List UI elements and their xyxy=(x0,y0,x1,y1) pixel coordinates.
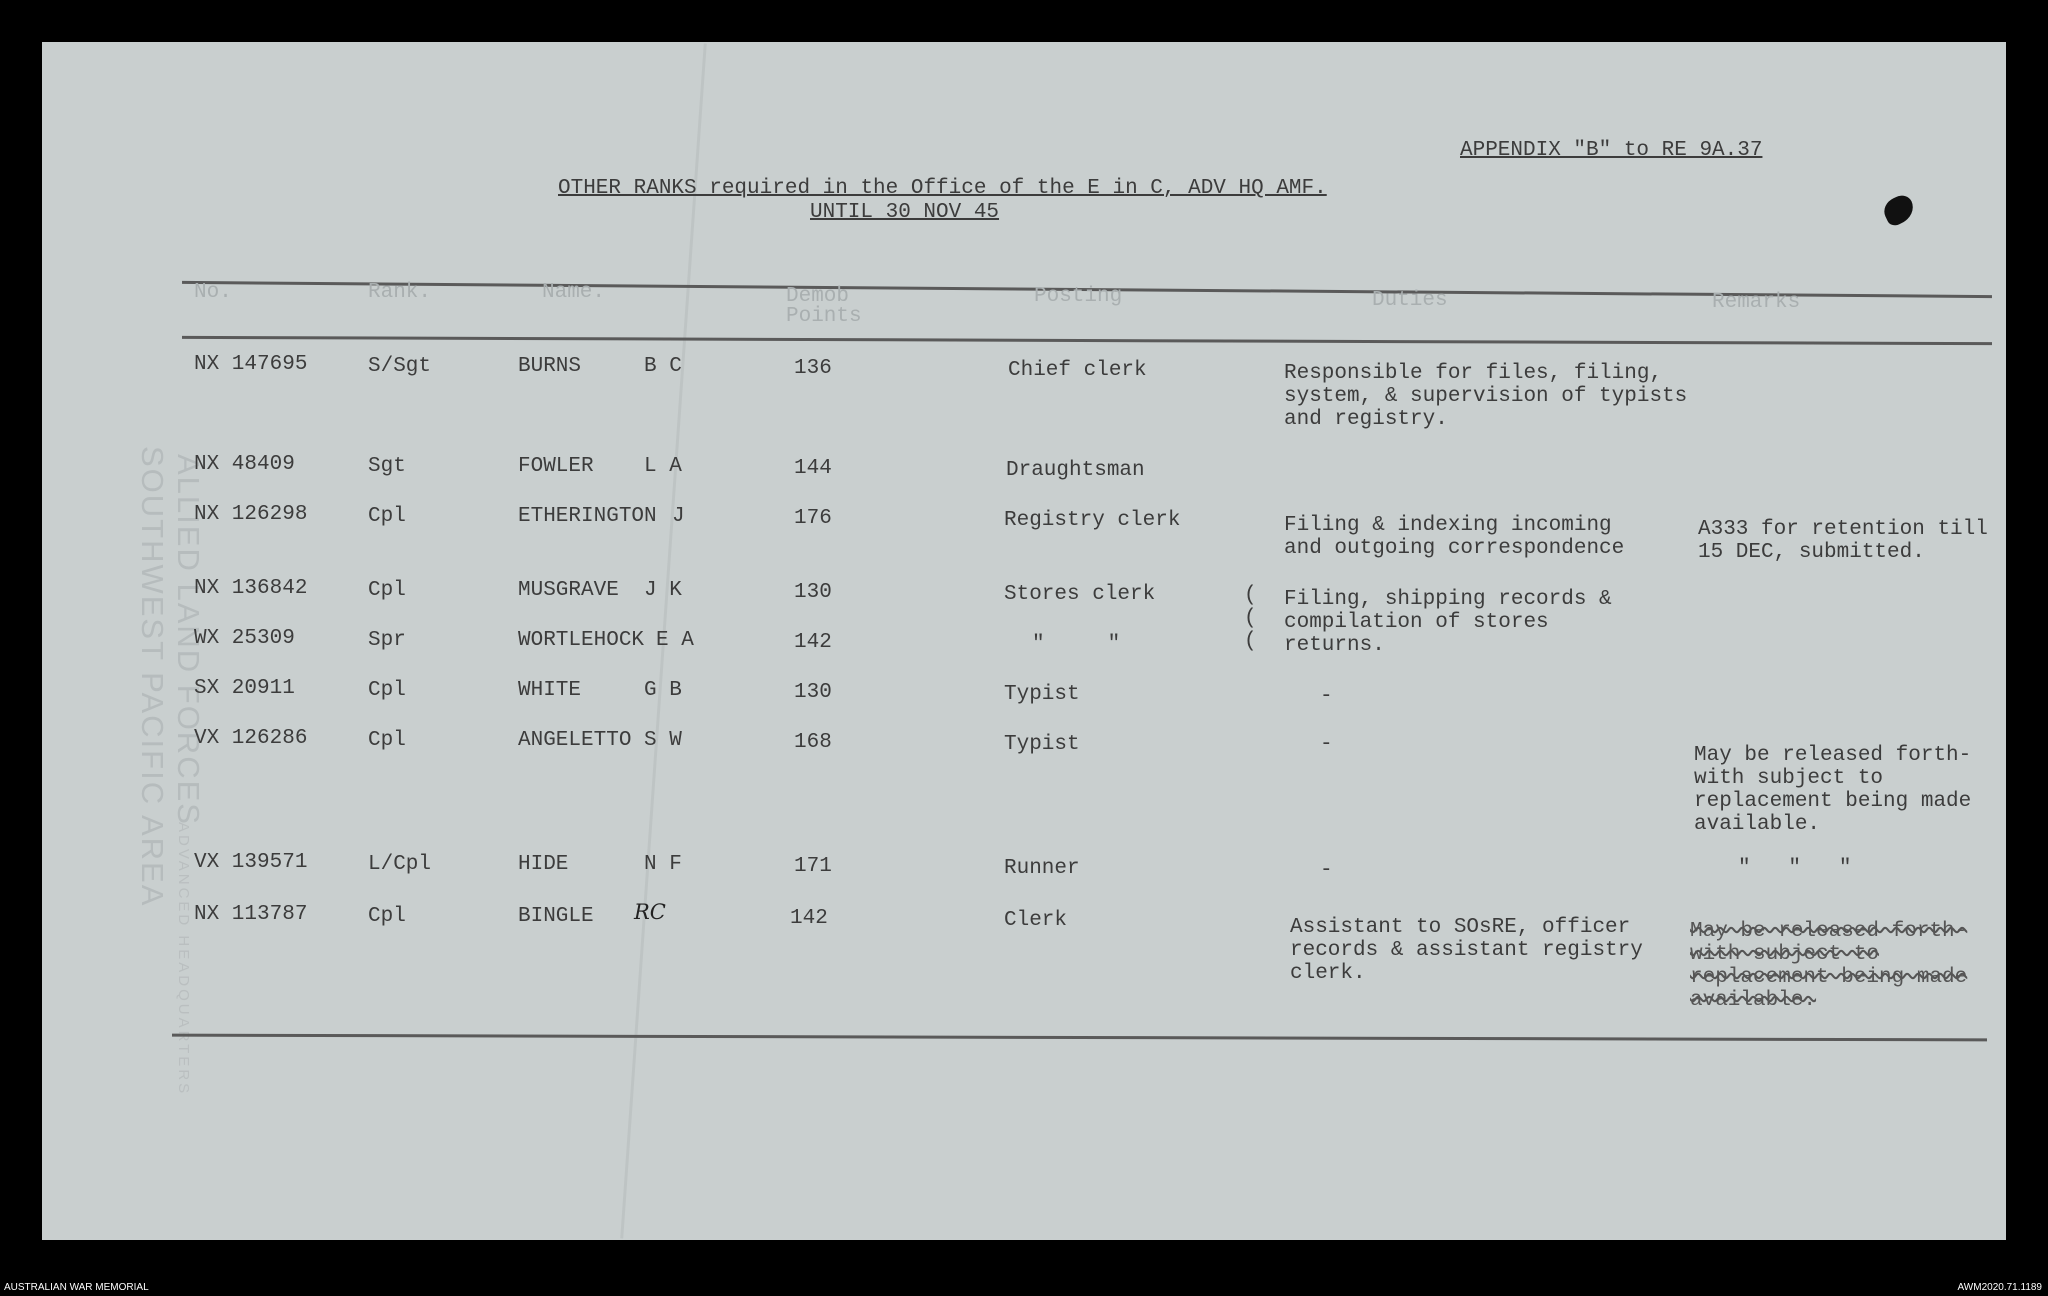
stamp-line-2: SOUTHWEST PACIFIC AREA xyxy=(135,446,170,908)
table-cell-initials: L A xyxy=(644,455,682,478)
table-cell-points: 130 xyxy=(794,681,832,704)
table-cell-rank: L/Cpl xyxy=(368,853,432,876)
stamp-line-1: ALLIED LAND FORCES xyxy=(171,454,206,826)
table-cell-name: ETHERINGTON xyxy=(518,505,657,528)
table-cell-name: MUSGRAVE xyxy=(518,579,619,602)
table-cell-posting: " " xyxy=(1032,633,1121,656)
table-cell-duties: - xyxy=(1320,859,1333,882)
table-cell-remarks: A333 for retention till 15 DEC, submitted. xyxy=(1698,518,1988,564)
ink-blot xyxy=(1880,192,1918,228)
table-cell-initials: G B xyxy=(644,679,682,702)
table-cell-points: 144 xyxy=(794,457,832,480)
table-cell-points: 142 xyxy=(790,907,828,930)
table-cell-no: NX 136842 xyxy=(194,577,308,600)
table-cell-remarks: May be released forth-with subject to replacement being made available. xyxy=(1694,744,1972,836)
table-cell-rank: S/Sgt xyxy=(368,355,432,378)
table-cell-posting: Typist xyxy=(1004,683,1080,706)
table-cell-no: WX 25309 xyxy=(194,627,295,650)
table-cell-duties: Filing & indexing incoming and outgoing correspondence xyxy=(1284,514,1625,560)
table-bottom-rule xyxy=(172,1034,1987,1042)
footer-left: AUSTRALIAN WAR MEMORIAL xyxy=(4,1282,149,1293)
col-duties: Duties xyxy=(1372,289,1448,312)
table-cell-no: VX 126286 xyxy=(194,727,308,750)
table-cell-rank: Spr xyxy=(368,629,406,652)
table-cell-posting: Typist xyxy=(1004,733,1080,756)
table-cell-no: NX 147695 xyxy=(194,353,308,376)
col-name: Name. xyxy=(542,281,606,304)
appendix-ref: APPENDIX "B" to RE 9A.37 xyxy=(1460,139,1763,162)
table-cell-posting: Registry clerk xyxy=(1004,509,1181,532)
table-cell-duties: Assistant to SOsRE, officer records & assistant registry clerk. xyxy=(1290,916,1643,985)
table-cell-duties: Responsible for files, filing, system, & supervision of typists and registry. xyxy=(1284,362,1688,431)
table-cell-points: 142 xyxy=(794,631,832,654)
col-no: No. xyxy=(194,281,232,304)
table-cell-points: 130 xyxy=(794,581,832,604)
table-cell-no: SX 20911 xyxy=(194,677,295,700)
table-cell-no: VX 139571 xyxy=(194,851,308,874)
col-rank: Rank. xyxy=(368,281,432,304)
table-cell-rank: Cpl xyxy=(368,679,406,702)
table-cell-no: NX 48409 xyxy=(194,453,295,476)
col-posting: Posting xyxy=(1034,285,1123,308)
table-cell-initials: S W xyxy=(644,729,682,752)
table-cell-no: NX 113787 xyxy=(194,903,308,926)
table-cell-name: WHITE xyxy=(518,679,582,702)
table-cell-duties: Filing, shipping records & compilation of stores returns. xyxy=(1284,588,1612,657)
stamp-line-3: ADVANCED HEADQUARTERS xyxy=(175,822,192,1097)
table-cell-points: 171 xyxy=(794,855,832,878)
table-cell-points: 176 xyxy=(794,507,832,530)
table-cell-posting: Stores clerk xyxy=(1004,583,1156,606)
table-cell-no: NX 126298 xyxy=(194,503,308,526)
table-cell-rank: Cpl xyxy=(368,579,406,602)
table-cell-posting: Chief clerk xyxy=(1008,359,1147,382)
table-cell-rank: Cpl xyxy=(368,505,406,528)
table-cell-remarks: " " " xyxy=(1738,857,1852,880)
table-cell-rank: Sgt xyxy=(368,455,406,478)
table-cell-posting: Runner xyxy=(1004,857,1080,880)
table-cell-posting: Clerk xyxy=(1004,909,1068,932)
table-header-rule xyxy=(182,336,1992,345)
document-title: OTHER RANKS required in the Office of the E in C, ADV HQ AMF. xyxy=(558,177,1327,200)
table-cell-initials: B C xyxy=(644,355,682,378)
table-cell-name: FOWLER xyxy=(518,455,594,478)
col-remarks: Remarks xyxy=(1712,291,1801,314)
document-page xyxy=(42,42,2006,1240)
table-cell-name: BINGLE xyxy=(518,905,594,928)
table-cell-name: ANGELETTO xyxy=(518,729,632,752)
table-cell-rank: Cpl xyxy=(368,905,406,928)
table-cell-initials: J xyxy=(672,505,685,528)
table-cell-name: HIDE xyxy=(518,853,569,876)
table-cell-points: 136 xyxy=(794,357,832,380)
table-cell-duties: - xyxy=(1320,733,1333,756)
table-cell-posting: Draughtsman xyxy=(1006,459,1145,482)
table-cell-duties: - xyxy=(1320,685,1333,708)
table-cell-rank: Cpl xyxy=(368,729,406,752)
table-cell-remarks-struck: May be released forth-with subject to replacement being made available. xyxy=(1690,920,1968,1012)
duties-bracket: ( ( ( xyxy=(1244,584,1257,653)
table-cell-name: BURNS xyxy=(518,355,582,378)
table-cell-points: 168 xyxy=(794,731,832,754)
table-cell-name: WORTLEHOCK xyxy=(518,629,645,652)
footer-right: AWM2020.71.1189 xyxy=(1957,1282,2042,1293)
col-points: Points xyxy=(786,305,862,328)
table-cell-initials: J K xyxy=(644,579,682,602)
document-subtitle: UNTIL 30 NOV 45 xyxy=(810,201,1000,224)
col-demob: Demob xyxy=(786,285,850,308)
table-cell-initials: E A xyxy=(656,629,694,652)
table-cell-initials: N F xyxy=(644,853,682,876)
table-cell-initials-handwritten: RC xyxy=(634,900,666,924)
